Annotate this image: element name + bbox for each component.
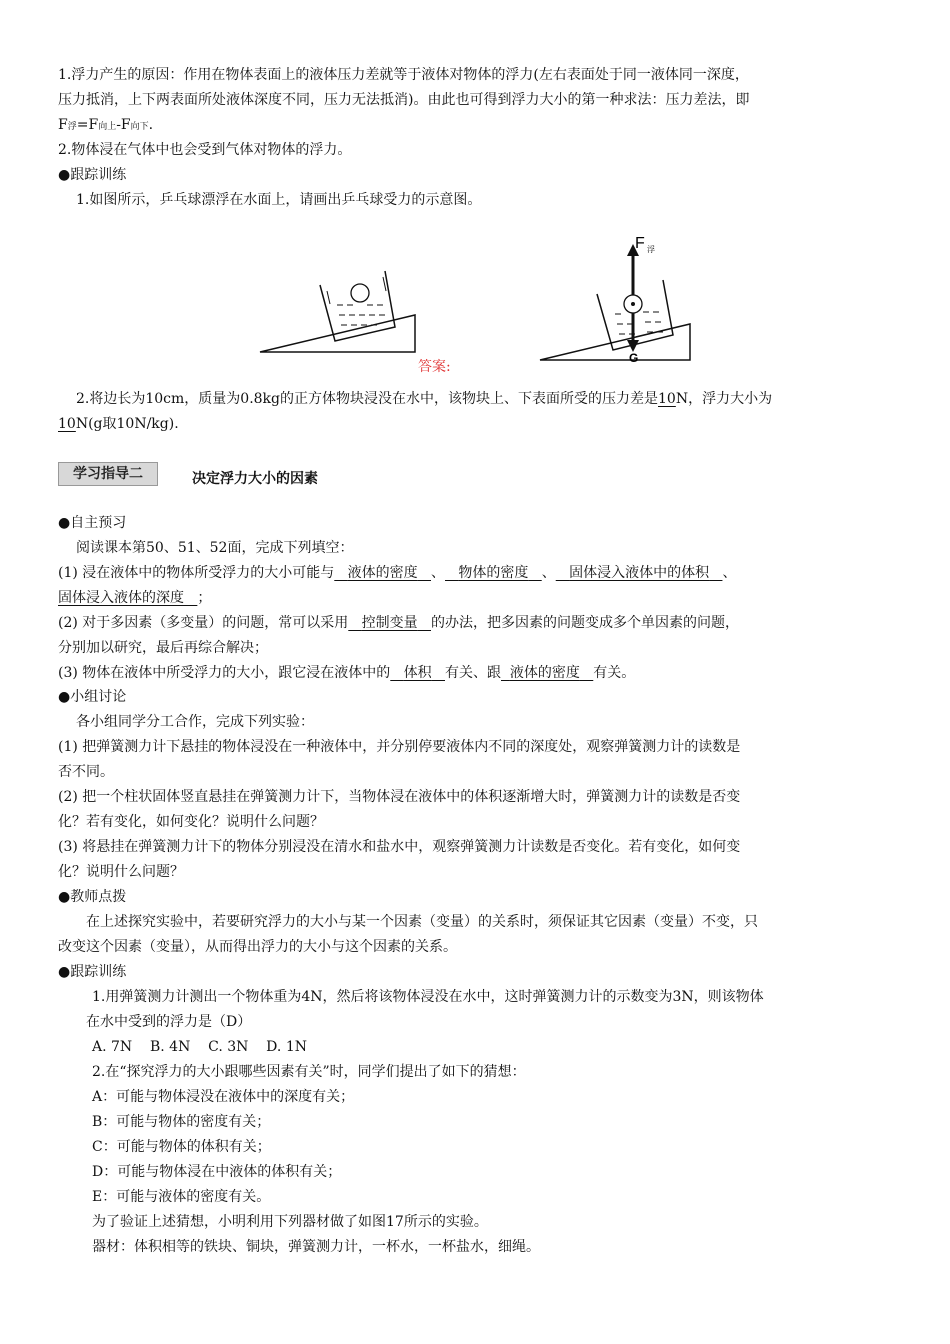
teacher-line-2: 改变这个因素（变量），从而得出浮力的大小与这个因素的关系。 <box>58 939 457 955</box>
discussion-intro: 各小组同学分工合作，完成下列实验： <box>76 714 314 730</box>
formula-sub-buoy: 浮 <box>67 122 77 132</box>
exp-1-line-2: 否不同。 <box>58 764 114 780</box>
track-q2-intro: 2.在“探究浮力的大小跟哪些因素有关”时，同学们提出了如下的猜想： <box>92 1064 526 1080</box>
fill-1-sep-1: 、 <box>431 565 445 581</box>
fill-1-blank-2 <box>445 565 542 581</box>
q2-answer-2: 10 <box>58 416 76 432</box>
question-2 <box>76 388 772 410</box>
fill-1-answer-4: 固体浸入液体的深度 <box>58 590 184 606</box>
fill-3-answer-2: 液体的密度 <box>509 665 580 681</box>
formula-line <box>58 114 153 138</box>
track-q1-line-1: 1.用弹簧测力计测出一个物体重为4N，然后将该物体浸没在水中，这时弹簧测力计的示数变为3N，则该物体 <box>92 989 764 1005</box>
teacher-line-1: 在上述探究实验中，若要研究浮力的大小与某一个因素（变量）的关系时，须保证其它因素（变量）不变，只 <box>86 914 758 930</box>
answer-label: 答案: <box>418 359 451 375</box>
track-heading-1: ●跟踪训练 <box>58 167 127 183</box>
guess-e: E：可能与液体的密度有关。 <box>92 1189 271 1205</box>
fill-1-answer-2: 物体的密度 <box>458 565 529 581</box>
exp-3-line-2: 化？说明什么问题？ <box>58 864 184 880</box>
exp-1-line-1: (1) 把弹簧测力计下悬挂的物体浸没在一种液体中，并分别停要液体内不同的深度处，观察弹簧测力计的读数是 <box>58 739 741 755</box>
guess-b: B：可能与物体的密度有关； <box>92 1114 271 1130</box>
formula-sub-up: 向上 <box>98 122 117 132</box>
formula-end: . <box>148 117 154 133</box>
para-2: 2.物体浸在气体中也会受到气体对物体的浮力。 <box>58 142 352 158</box>
guess-a: A：可能与物体浸没在液体中的深度有关； <box>92 1089 355 1105</box>
force-up-sub: 浮 <box>647 245 655 254</box>
incline <box>540 324 690 360</box>
fill-2-blank <box>348 615 431 631</box>
track-q1-options: A. 7N B. 4N C. 3N D. 1N <box>92 1039 307 1055</box>
q2-text-a: 2.将边长为10cm，质量为0.8kg的正方体物块浸没在水中，该物块上、下表面所受的压力差是 <box>76 391 658 407</box>
q2-answer-1: 10 <box>658 391 676 407</box>
section-badge: 学习指导二 <box>58 462 158 486</box>
fill-1-blank-3 <box>556 565 723 581</box>
ping-pong-ball <box>351 284 369 302</box>
para-1-line-2: 压力抵消，上下两表面所处液体深度不同，压力无法抵消)。由此也可得到浮力大小的第一种求法：压力差法，即 <box>58 92 750 108</box>
fill-1 <box>58 562 736 584</box>
formula-f: F <box>58 117 68 133</box>
fill-3 <box>58 662 635 684</box>
fill-1-sep-3: 、 <box>722 565 737 581</box>
fill-3-text-c: 有关、跟 <box>445 665 501 681</box>
fill-1-answer-3: 固体浸入液体中的体积 <box>569 565 710 581</box>
preview-intro: 阅读课本第50、51、52面，完成下列填空： <box>76 540 354 556</box>
fill-3-blank-2 <box>501 665 593 681</box>
incline <box>260 315 415 352</box>
fill-2-text-a: (2) 对于多因素（多变量）的问题，常可以采用 <box>58 615 349 631</box>
guess-d: D：可能与物体浸在中液体的体积有关； <box>92 1164 342 1180</box>
guess-c: C：可能与物体的体积有关； <box>92 1139 271 1155</box>
equipment-line: 器材：体积相等的铁块、铜块，弹簧测力计，一杯水，一杯盐水，细绳。 <box>92 1239 540 1255</box>
q2-text-c: N(g取10N/kg). <box>75 416 179 432</box>
figure-question <box>255 255 425 360</box>
discussion-heading: ●小组讨论 <box>58 689 127 705</box>
question-2-cont <box>58 413 179 435</box>
verify-line: 为了验证上述猜想，小明利用下列器材做了如图17所示的实验。 <box>92 1214 488 1230</box>
exp-3-line-1: (3) 将悬挂在弹簧测力计下的物体分别浸没在清水和盐水中，观察弹簧测力计读数是否变化。若有变化，如何变 <box>58 839 741 855</box>
teacher-heading: ●教师点拨 <box>58 889 127 905</box>
figure-answer <box>535 232 705 364</box>
fill-3-text-e: 有关。 <box>593 665 636 681</box>
track-q1-line-2: 在水中受到的浮力是（D） <box>86 1014 252 1030</box>
beaker <box>597 280 673 350</box>
exp-2-line-1: (2) 把一个柱状固体竖直悬挂在弹簧测力计下，当物体浸在液体中的体积逐渐增大时，弹簧测力计的读数是否变 <box>58 789 741 805</box>
fill-2-cont: 分别加以研究，最后再综合解决； <box>58 640 268 656</box>
fill-2 <box>58 612 739 634</box>
section-title: 决定浮力大小的因素 <box>192 471 318 487</box>
formula-sub-down: 向下 <box>130 122 149 132</box>
fill-2-answer: 控制变量 <box>361 615 418 631</box>
force-up-label: F <box>635 235 645 252</box>
q2-text-b: N，浮力大小为 <box>675 391 773 407</box>
formula-eq: =F <box>76 117 99 133</box>
para-1-line-1: 1.浮力产生的原因：作用在物体表面上的液体压力差就等于液体对物体的浮力(左右表面处于同一液体同一深度， <box>58 67 749 83</box>
fill-1-end: ； <box>197 590 212 606</box>
fill-1-blank-1 <box>334 565 431 581</box>
fill-1-text: (1) 浸在液体中的物体所受浮力的大小可能与 <box>58 565 335 581</box>
exp-2-line-2: 化？若有变化，如何变化？说明什么问题？ <box>58 814 324 830</box>
fill-1-answer-1: 液体的密度 <box>347 565 418 581</box>
fill-1-cont <box>58 587 211 609</box>
preview-heading: ●自主预习 <box>58 515 127 531</box>
fill-2-text-c: 的办法，把多因素的问题变成多个单因素的问题， <box>431 615 739 631</box>
fill-3-answer-1: 体积 <box>403 665 432 681</box>
fill-1-sep-2: 、 <box>541 565 556 581</box>
force-down-label: G <box>629 351 639 364</box>
fill-3-blank-1 <box>390 665 445 681</box>
track-heading-2: ●跟踪训练 <box>58 964 127 980</box>
fill-3-text-a: (3) 物体在液体中所受浮力的大小，跟它浸在液体中的 <box>58 665 391 681</box>
formula-minus: -F <box>116 117 131 133</box>
question-1: 1.如图所示，乒乓球漂浮在水面上，请画出乒乓球受力的示意图。 <box>76 192 482 208</box>
